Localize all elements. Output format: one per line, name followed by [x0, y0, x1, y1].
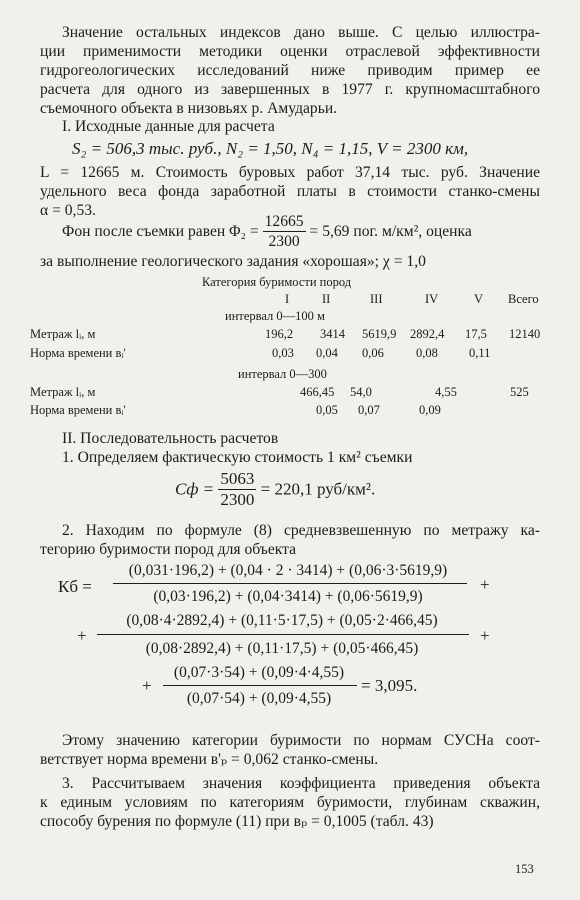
table-cell: 12140	[509, 327, 541, 341]
cf-fraction	[218, 469, 256, 510]
phon-formula	[62, 212, 472, 251]
table-interval: интервал 0—300	[238, 367, 327, 381]
table-header: Всего	[508, 292, 539, 306]
kb-frac3-bar	[163, 685, 357, 686]
kb-frac3-num: (0,07·3·54) + (0,09·4·4,55)	[173, 664, 345, 681]
paragraph-line: расчета для одного из завершенных в 1977 г. крупномасштабного	[40, 81, 540, 98]
step-line: 2. Находим по формуле (8) средневзвешенную по метражу ка-	[62, 522, 540, 539]
table-cell: 0,08	[416, 346, 438, 360]
phon-numerator: 12665	[264, 213, 304, 230]
kb-frac1-num: (0,031·196,2) + (0,04 · 2 · 3414) + (0,06·3·5619,9)	[128, 562, 448, 579]
table-row-label: Метраж lᵢ, м	[30, 385, 96, 399]
table-header: V	[474, 292, 484, 306]
plus-sign: +	[480, 575, 490, 594]
cf-lhs: Cф =	[175, 479, 215, 499]
kb-frac3-den: (0,07·54) + (0,09·4,55)	[186, 690, 332, 707]
paragraph-line: съемочного объекта в низовьях р. Амударьи.	[40, 100, 338, 117]
phon-line2: за выполнение геологического задания «хорошая»; χ = 1,0	[40, 253, 426, 270]
paragraph-line: α = 0,53.	[40, 202, 96, 219]
plus-sign: +	[480, 626, 490, 645]
table-cell: 5619,9	[362, 327, 397, 341]
table-row-label: Норма времени вᵢ'	[30, 346, 126, 360]
table-cell: 0,04	[316, 346, 338, 360]
paragraph-line: Этому значению категории буримости по нормам СУСНа соот-	[62, 732, 540, 749]
plus-sign: +	[142, 676, 152, 695]
table-header: III	[370, 292, 383, 306]
cf-numerator: 5063	[220, 469, 255, 488]
step-line: способу бурения по формуле (11) при вₚ = 0,1005 (табл. 43)	[40, 813, 434, 830]
table-cell: 17,5	[465, 327, 487, 341]
paragraph-line: ветствует норма времени в'ₚ = 0,062 станко-смены.	[40, 751, 379, 768]
paragraph-line: Значение остальных индексов дано выше. С целью иллюстра-	[62, 24, 540, 41]
table-cell: 196,2	[265, 327, 294, 341]
kb-lhs: Кб =	[58, 577, 92, 596]
paragraph-line: ции применимости методики оценки отраслевой эффективности	[40, 43, 540, 60]
table-header: IV	[425, 292, 439, 306]
section-title: I. Исходные данные для расчета	[62, 118, 275, 135]
section-title: II. Последовательность расчетов	[62, 430, 279, 447]
table-cell: 4,55	[435, 385, 457, 399]
step-line: тегорию буримости пород для объекта	[40, 541, 297, 558]
table-cell: 0,07	[358, 403, 380, 417]
step-line: 3. Рассчитываем значения коэффициента приведения объекта	[62, 775, 540, 792]
phon-fraction	[263, 212, 306, 251]
kb-frac2-den: (0,08·2892,4) + (0,11·17,5) + (0,05·466,45)	[145, 640, 419, 657]
phon-denominator: 2300	[268, 233, 300, 250]
kb-frac1-den: (0,03·196,2) + (0,04·3414) + (0,06·5619,9)	[153, 588, 423, 605]
table-cell: 525	[510, 385, 529, 399]
step-line: 1. Определяем фактическую стоимость 1 км² съемки	[62, 449, 413, 466]
phon-suffix: = 5,69 пог. м/км², оценка	[309, 223, 472, 240]
table-cell: 466,45	[300, 385, 335, 399]
table-caption: Категория буримости пород	[202, 275, 352, 289]
paragraph-line: гидрогеологических исследований ниже приводим пример ее	[40, 62, 540, 79]
plus-sign: +	[77, 626, 87, 645]
cf-rhs: = 220,1 руб/км².	[260, 479, 376, 499]
cf-denominator: 2300	[220, 490, 255, 509]
formula-input-data: S₂ = 506,3 тыс. руб., N₂ = 1,50, N₄ = 1,15, V = 2300 км,	[72, 139, 469, 158]
page-number: 153	[515, 862, 534, 876]
table-cell: 0,09	[419, 403, 441, 417]
kb-frac1-bar	[113, 583, 467, 584]
table-header: II	[322, 292, 331, 306]
table-cell: 0,03	[272, 346, 294, 360]
table-row-label: Норма времени вᵢ'	[30, 403, 126, 417]
table-row-label: Метраж lᵢ, м	[30, 327, 96, 341]
paragraph-line: удельного веса фонда заработной платы в стоимости станко-смены	[40, 183, 540, 200]
table-cell: 3414	[320, 327, 345, 341]
table-cell: 2892,4	[410, 327, 445, 341]
formula-cost	[175, 469, 375, 510]
table-cell: 0,06	[362, 346, 384, 360]
kb-frac2-num: (0,08·4·2892,4) + (0,11·5·17,5) + (0,05·2·466,45)	[126, 612, 438, 629]
kb-result: = 3,095.	[361, 676, 418, 695]
table-header: I	[285, 292, 290, 306]
table-interval: интервал 0—100 м	[225, 309, 325, 323]
table-cell: 54,0	[350, 385, 372, 399]
step-line: к единым условиям по категориям буримости, глубинам скважин,	[40, 794, 540, 811]
phon-prefix: Фон после съемки равен Φ₂ =	[62, 223, 259, 240]
table-cell: 0,05	[316, 403, 338, 417]
table-cell: 0,11	[469, 346, 491, 360]
kb-frac2-bar	[97, 634, 469, 635]
paragraph-line: L = 12665 м. Стоимость буровых работ 37,14 тыс. руб. Значение	[40, 164, 540, 181]
